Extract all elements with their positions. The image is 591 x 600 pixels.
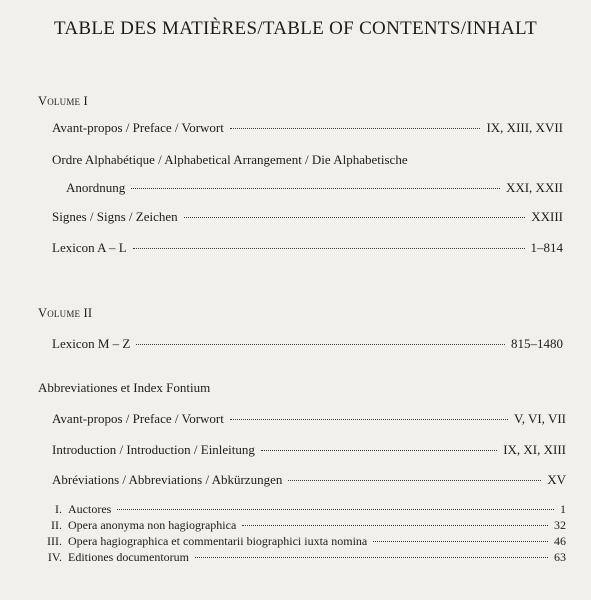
subentry-label: Auctores bbox=[68, 502, 112, 516]
toc-entry-lexicon-a-l bbox=[52, 240, 563, 256]
dot-leader bbox=[242, 525, 548, 526]
toc-entry-abreviations bbox=[52, 472, 566, 488]
subentry-number: IV. bbox=[47, 550, 62, 564]
subentry-number: II. bbox=[51, 518, 62, 532]
dot-leader bbox=[184, 217, 526, 218]
entry-pages: XXIII bbox=[531, 209, 563, 224]
entry-label: Introduction / Introduction / Einleitung bbox=[52, 442, 255, 457]
dot-leader bbox=[195, 557, 548, 558]
subentry-number: III. bbox=[47, 534, 62, 548]
toc-entry-avant-propos-v1 bbox=[52, 120, 563, 136]
subentry-pages: 63 bbox=[554, 550, 566, 564]
entry-pages: 1–814 bbox=[530, 240, 563, 255]
subentry-label: Opera hagiographica et commentarii biographici iuxta nomina bbox=[68, 534, 368, 548]
volume-1-heading: Volume I bbox=[38, 94, 88, 108]
dot-leader bbox=[373, 541, 548, 542]
subentry-label: Editiones documentorum bbox=[68, 550, 189, 564]
entry-pages: IX, XIII, XVII bbox=[486, 120, 563, 135]
toc-subentry-auctores bbox=[38, 502, 566, 517]
subentry-pages: 1 bbox=[560, 502, 566, 516]
dot-leader bbox=[230, 128, 481, 129]
page-title: TABLE DES MATIÈRES/TABLE OF CONTENTS/INHALT bbox=[53, 18, 538, 39]
entry-label: Anordnung bbox=[66, 180, 126, 195]
subentry-number: I. bbox=[55, 502, 62, 516]
volume-2-heading: Volume II bbox=[38, 306, 93, 320]
subentry-pages: 46 bbox=[554, 534, 566, 548]
entry-label: Avant-propos / Preface / Vorwort bbox=[52, 411, 224, 426]
toc-entry-introduction bbox=[52, 442, 566, 458]
toc-entry-ordre-alphabetique: Ordre Alphabétique / Alphabetical Arrangement / Die Alphabetische bbox=[52, 152, 408, 167]
dot-leader bbox=[261, 450, 497, 451]
toc-entry-anordnung bbox=[66, 180, 563, 196]
toc-subentry-opera-anonyma bbox=[38, 518, 566, 533]
dot-leader bbox=[117, 509, 554, 510]
entry-pages: V, VI, VII bbox=[513, 411, 566, 426]
toc-entry-lexicon-m-z bbox=[52, 336, 563, 352]
entry-pages: 815–1480 bbox=[511, 336, 563, 351]
toc-entry-avant-propos-abbr bbox=[52, 411, 566, 427]
entry-label: Signes / Signs / Zeichen bbox=[52, 209, 178, 224]
toc-subentry-editiones bbox=[38, 550, 566, 565]
entry-pages: XXI, XXII bbox=[505, 180, 563, 195]
dot-leader bbox=[230, 419, 508, 420]
abbreviations-heading: Abbreviationes et Index Fontium bbox=[38, 380, 211, 395]
dot-leader bbox=[136, 344, 505, 345]
toc-subentry-opera-hagiographica bbox=[38, 534, 566, 549]
entry-label: Lexicon A – L bbox=[52, 240, 127, 255]
dot-leader bbox=[133, 248, 525, 249]
subentry-label: Opera anonyma non hagiographica bbox=[68, 518, 237, 532]
dot-leader bbox=[288, 480, 541, 481]
entry-pages: IX, XI, XIII bbox=[503, 442, 566, 457]
subentry-pages: 32 bbox=[554, 518, 566, 532]
dot-leader bbox=[131, 188, 500, 189]
entry-label: Abréviations / Abbreviations / Abkürzungen bbox=[52, 472, 283, 487]
entry-label: Avant-propos / Preface / Vorwort bbox=[52, 120, 224, 135]
entry-label: Lexicon M – Z bbox=[52, 336, 131, 351]
toc-entry-signes bbox=[52, 209, 563, 225]
entry-pages: XV bbox=[547, 472, 566, 487]
